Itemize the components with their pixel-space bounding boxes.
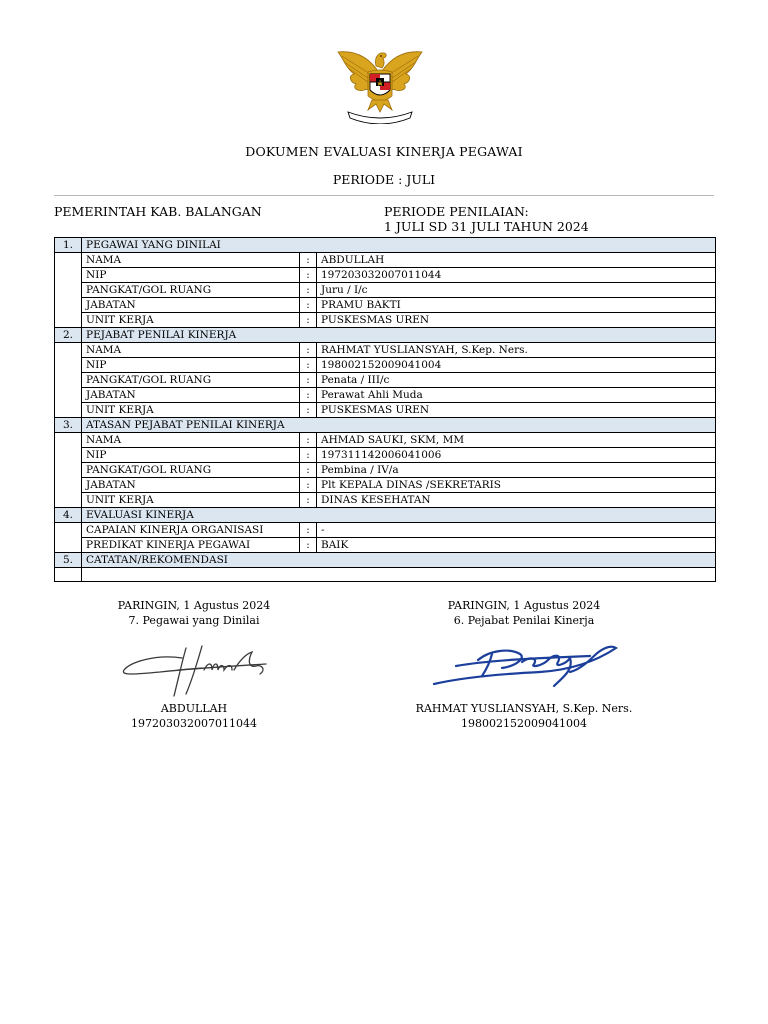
section-title: CATATAN/REKOMENDASI [82,553,716,568]
colon: : [300,448,317,463]
field-label: JABATAN [82,478,300,493]
colon: : [300,373,317,388]
table-row [55,253,716,268]
colon: : [300,478,317,493]
table-row [55,463,716,478]
colon: : [300,253,317,268]
indent-cell [55,343,82,418]
section-row [55,418,716,433]
table-row [55,448,716,463]
field-label: NAMA [82,253,300,268]
signature-assessor [430,640,622,690]
section-title: PEGAWAI YANG DINILAI [82,238,716,253]
section-title: PEJABAT PENILAI KINERJA [82,328,716,343]
field-label: PANGKAT/GOL RUANG [82,373,300,388]
field-label: NAMA [82,433,300,448]
section-number: 3. [55,418,82,433]
place-date: PARINGIN, 1 Agustus 2024 [117,599,271,612]
indent-cell [55,253,82,328]
signature-name-employee [74,701,314,731]
signer-nip: 197203032007011044 [131,717,257,730]
organization-name: PEMERINTAH KAB. BALANGAN [54,204,262,219]
signer-role: 6. Pejabat Penilai Kinerja [453,614,595,627]
field-label: NIP [82,448,300,463]
indent-cell [55,523,82,553]
colon: : [300,523,317,538]
periode-penilaian-label: PERIODE PENILAIAN: [384,204,529,219]
field-label: JABATAN [82,388,300,403]
colon: : [300,538,317,553]
colon: : [300,358,317,373]
field-label: PANGKAT/GOL RUANG [82,463,300,478]
table-row [55,283,716,298]
field-label: NIP [82,268,300,283]
section-row [55,238,716,253]
field-value: Juru / I/c [317,283,716,298]
field-label: PANGKAT/GOL RUANG [82,283,300,298]
periode-penilaian-value: 1 JULI SD 31 JULI TAHUN 2024 [384,219,589,234]
table-row [55,493,716,508]
signature-employee [116,640,276,700]
field-value: 197203032007011044 [317,268,716,283]
signature-name-assessor [404,701,644,731]
evaluation-table [54,237,716,582]
signer-name: ABDULLAH [160,702,228,715]
table-row [55,313,716,328]
divider [54,195,714,196]
colon: : [300,463,317,478]
field-value: BAIK [317,538,716,553]
periode-penilaian [384,204,589,234]
periode-label: PERIODE : JULI [332,172,436,187]
garuda-emblem [334,44,426,124]
field-value: DINAS KESEHATAN [317,493,716,508]
colon: : [300,313,317,328]
signature-block-assessor [404,598,644,628]
colon: : [300,268,317,283]
colon: : [300,403,317,418]
field-value: 197311142006041006 [317,448,716,463]
section-number: 5. [55,553,82,568]
field-label: JABATAN [82,298,300,313]
table-row [55,358,716,373]
table-row [55,523,716,538]
signer-name: RAHMAT YUSLIANSYAH, S.Kep. Ners. [415,702,633,715]
field-label: CAPAIAN KINERJA ORGANISASI [82,523,300,538]
table-row [55,373,716,388]
section-number: 4. [55,508,82,523]
colon: : [300,433,317,448]
colon: : [300,343,317,358]
field-label: UNIT KERJA [82,493,300,508]
indent-cell [55,568,82,582]
section-number: 2. [55,328,82,343]
field-value: PRAMU BAKTI [317,298,716,313]
field-value: 198002152009041004 [317,358,716,373]
table-row [55,268,716,283]
field-label: NAMA [82,343,300,358]
colon: : [300,388,317,403]
colon: : [300,283,317,298]
colon: : [300,298,317,313]
field-label: PREDIKAT KINERJA PEGAWAI [82,538,300,553]
field-value: PUSKESMAS UREN [317,403,716,418]
field-value: PUSKESMAS UREN [317,313,716,328]
table-row [55,568,716,582]
field-value: Penata / III/c [317,373,716,388]
field-value: ABDULLAH [317,253,716,268]
field-value: Plt KEPALA DINAS /SEKRETARIS [317,478,716,493]
field-value: AHMAD SAUKI, SKM, MM [317,433,716,448]
indent-cell [55,433,82,508]
signer-nip: 198002152009041004 [461,717,587,730]
table-row [55,388,716,403]
field-value: - [317,523,716,538]
place-date: PARINGIN, 1 Agustus 2024 [447,599,601,612]
table-row [55,478,716,493]
signer-role: 7. Pegawai yang Dinilai [128,614,260,627]
section-title: EVALUASI KINERJA [82,508,716,523]
table-row [55,343,716,358]
field-label: NIP [82,358,300,373]
field-value: Perawat Ahli Muda [317,388,716,403]
colon: : [300,493,317,508]
field-label: UNIT KERJA [82,313,300,328]
table-row [55,403,716,418]
section-number: 1. [55,238,82,253]
table-row [55,538,716,553]
document-title: DOKUMEN EVALUASI KINERJA PEGAWAI [245,144,523,159]
notes-cell [82,568,716,582]
table-row [55,433,716,448]
table-row [55,298,716,313]
section-title: ATASAN PEJABAT PENILAI KINERJA [82,418,716,433]
field-value: RAHMAT YUSLIANSYAH, S.Kep. Ners. [317,343,716,358]
section-row [55,553,716,568]
section-row [55,328,716,343]
section-row [55,508,716,523]
signature-block-employee [74,598,314,628]
field-label: UNIT KERJA [82,403,300,418]
field-value: Pembina / IV/a [317,463,716,478]
